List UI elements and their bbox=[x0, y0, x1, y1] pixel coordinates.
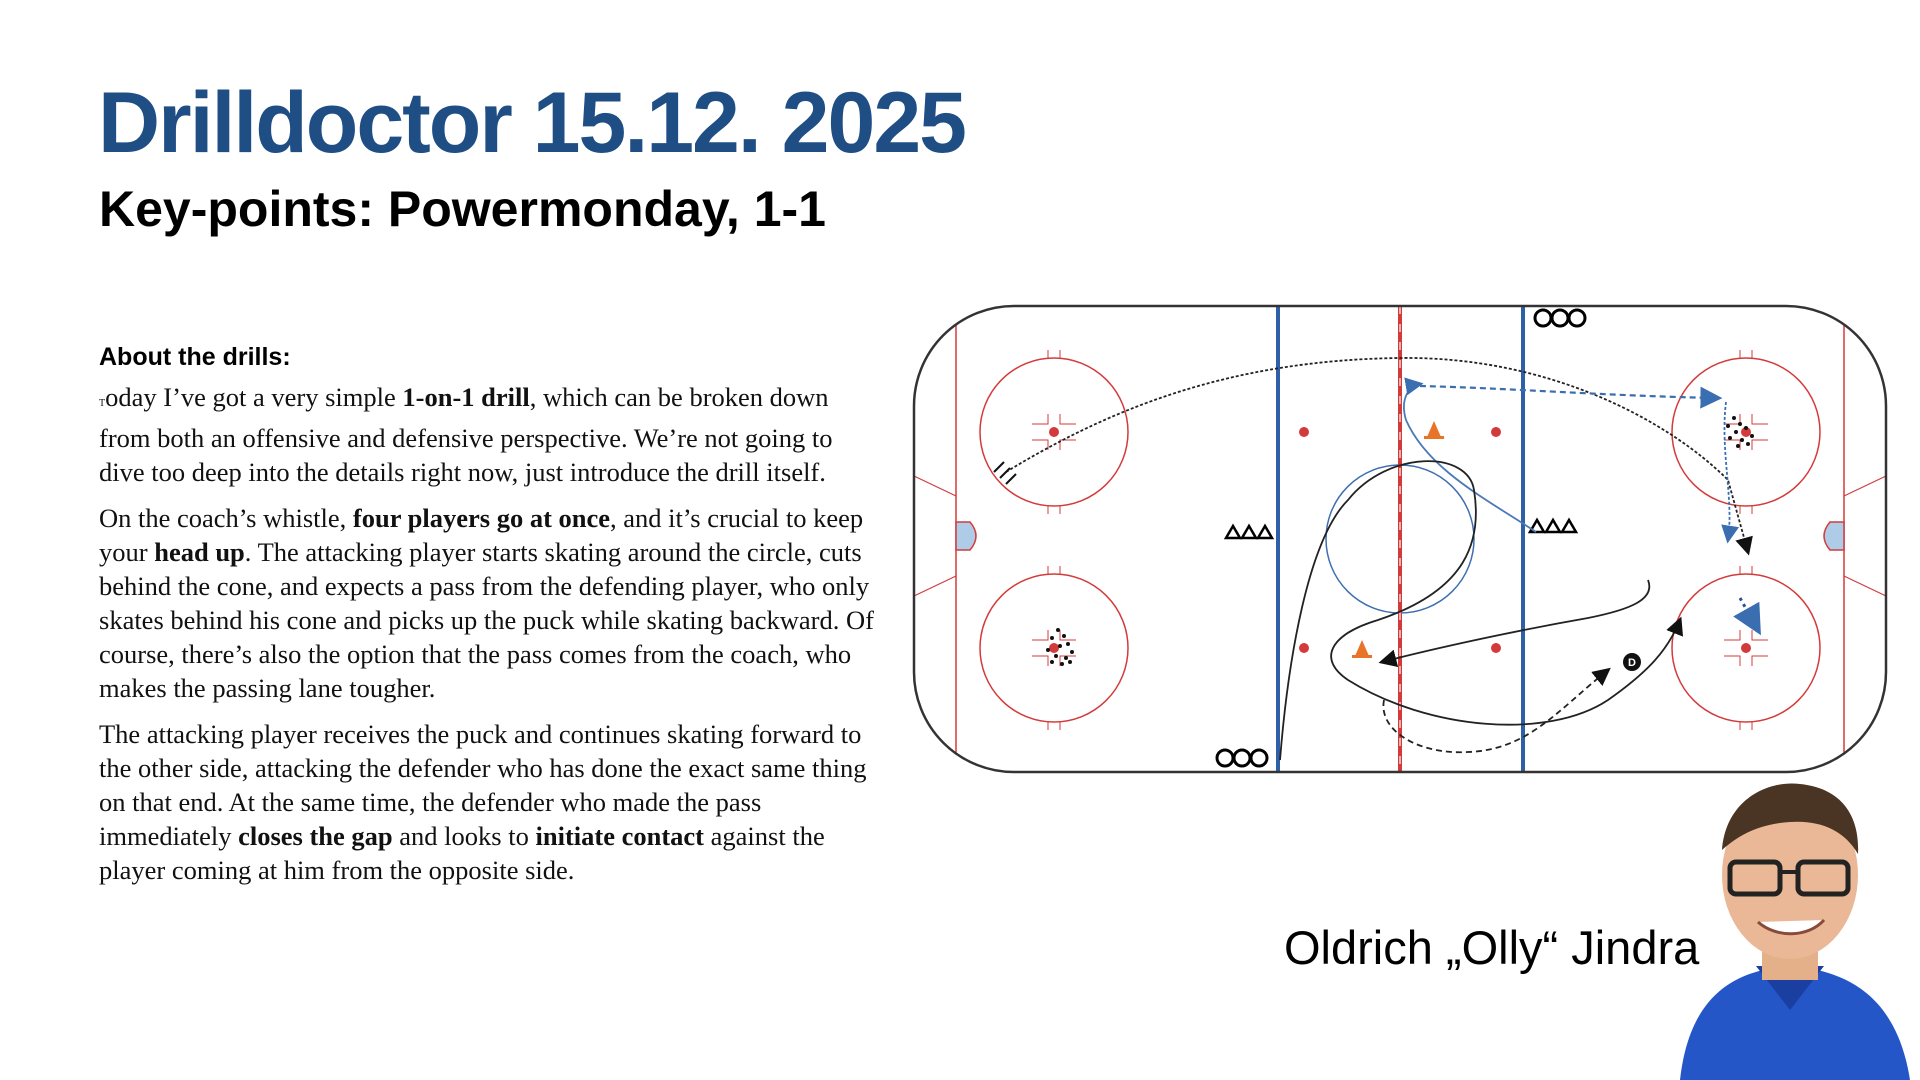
faceoff-circle-top-right bbox=[1672, 350, 1820, 514]
skate-path-long bbox=[1006, 358, 1748, 552]
board-mark-left-top bbox=[914, 476, 956, 496]
neutral-dot bbox=[1299, 643, 1309, 653]
board-mark-right-bottom bbox=[1844, 576, 1886, 596]
faceoff-circle-bottom-left bbox=[980, 566, 1128, 730]
emphasis-text: head up bbox=[154, 537, 245, 567]
pass-path-blue-down bbox=[1724, 402, 1729, 540]
player-triangles-left bbox=[1226, 526, 1272, 538]
drop-cap: T bbox=[99, 398, 106, 409]
puck-group-bottom bbox=[1217, 750, 1267, 766]
hockey-rink-diagram bbox=[908, 300, 1892, 778]
neutral-dot bbox=[1299, 427, 1309, 437]
defender-label: D bbox=[1628, 657, 1636, 669]
emphasis-text: initiate contact bbox=[535, 821, 705, 851]
neutral-dot bbox=[1491, 427, 1501, 437]
drill-paragraph bbox=[99, 717, 884, 887]
paragraph-text: , which can be broken down from both an offensive and defensive perspective. We’re not going to dive too deep into the details right now, just introduce the drill itself. bbox=[99, 382, 833, 487]
paragraph-text: against the player coming at him from the opposite side. bbox=[99, 821, 825, 885]
skate-path-blue bbox=[1404, 384, 1536, 532]
paragraph-text: , and it’s crucial to keep your bbox=[99, 503, 864, 567]
board-mark-left-bottom bbox=[914, 576, 956, 596]
page-subtitle: Key-points: Powermonday, 1-1 bbox=[99, 181, 826, 237]
page-title: Drilldoctor 15.12. 2025 bbox=[98, 75, 965, 171]
paragraph-text: . The attacking player starts skating around the circle, cuts behind the cone, and expects a pass from the defending player, who only skates behind his cone and picks up the puck while skating backward. Of course, there’s also the option that the pass comes from the coach, who makes the passing lane tougher. bbox=[99, 537, 874, 703]
cone-icon bbox=[1352, 640, 1372, 658]
neutral-dot bbox=[1491, 643, 1501, 653]
pass-path-blue bbox=[1420, 386, 1718, 398]
emphasis-text: closes the gap bbox=[238, 821, 393, 851]
pass-path-dotted bbox=[1740, 598, 1758, 630]
paragraph-text: oday I’ve got a very simple bbox=[105, 382, 403, 412]
cone-icon bbox=[1424, 421, 1444, 439]
puck-group-top bbox=[1535, 310, 1585, 326]
drill-description bbox=[99, 380, 884, 899]
emphasis-text: 1-on-1 drill bbox=[402, 382, 530, 412]
board-mark-right-top bbox=[1844, 476, 1886, 496]
drill-paragraph bbox=[99, 380, 884, 489]
player-triangles-right bbox=[1530, 520, 1576, 532]
goal-crease-left bbox=[956, 522, 976, 550]
paragraph-text: The attacking player receives the puck and continues skating forward to the other side, attacking the defender who has done the exact same thing on that end. At the same time, the defender who made the pass immediately bbox=[99, 719, 867, 851]
paragraph-text: On the coach’s whistle, bbox=[99, 503, 353, 533]
goal-crease-right bbox=[1824, 522, 1844, 550]
paragraph-text: and looks to bbox=[392, 821, 536, 851]
skate-path-return bbox=[1382, 580, 1649, 662]
faceoff-circle-top-left bbox=[980, 350, 1128, 514]
faceoff-circle-bottom-right bbox=[1672, 566, 1820, 730]
drill-paragraph bbox=[99, 501, 884, 705]
author-portrait bbox=[1660, 770, 1920, 1080]
emphasis-text: four players go at once bbox=[352, 503, 611, 533]
author-name: Oldrich „Olly“ Jindra bbox=[1284, 921, 1700, 974]
about-heading: About the drills: bbox=[99, 343, 291, 371]
